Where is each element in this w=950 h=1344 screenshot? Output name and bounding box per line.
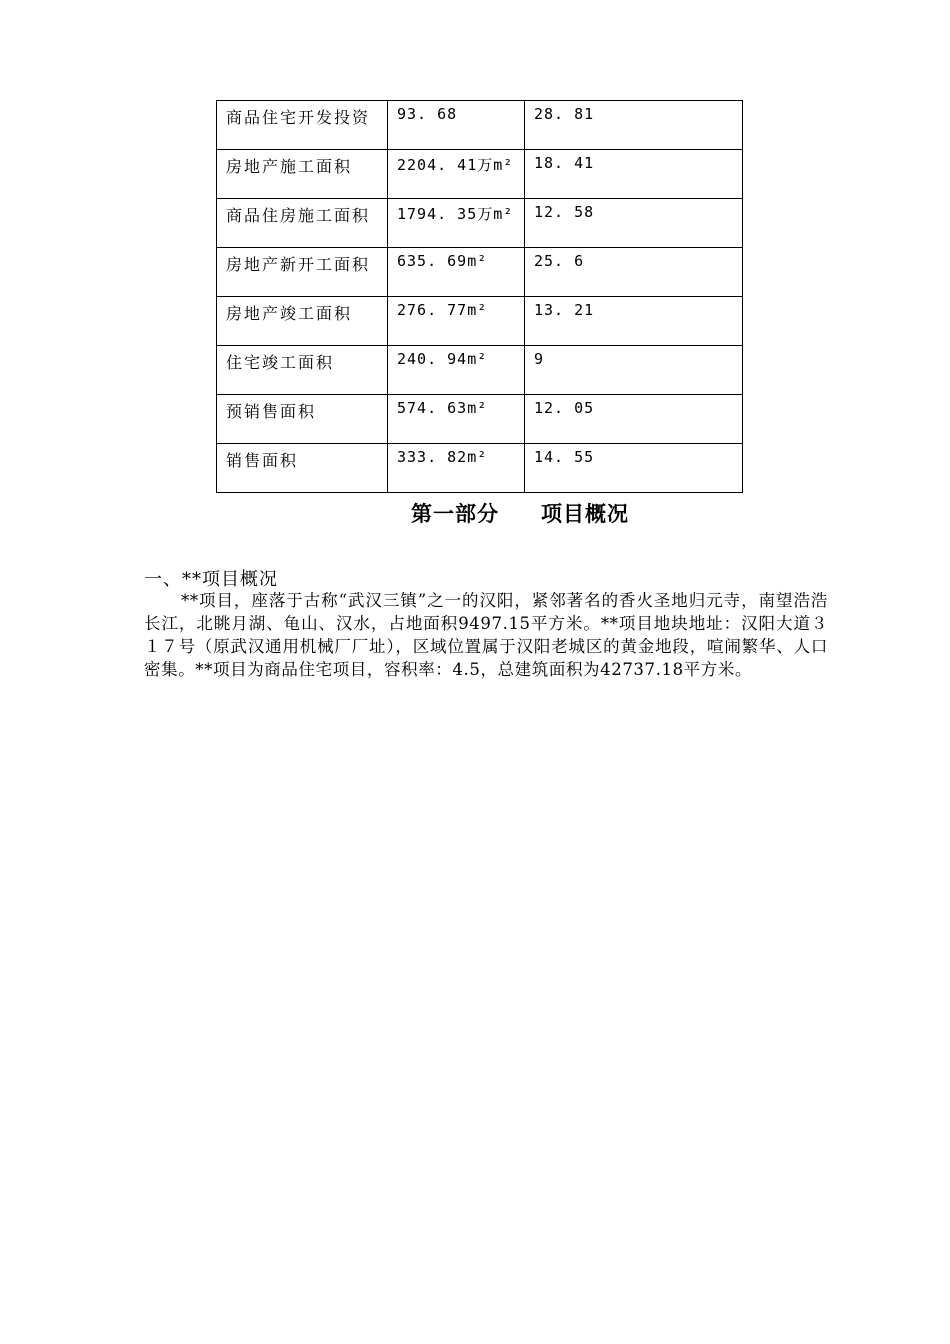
row-name: 预销售面积 <box>217 395 388 444</box>
table-row <box>217 346 743 395</box>
row-value: 333. 82m² <box>388 444 525 493</box>
row-growth: 12. 58 <box>525 199 743 248</box>
table-row <box>217 248 743 297</box>
table-row <box>217 199 743 248</box>
row-value: 240. 94m² <box>388 346 525 395</box>
row-name: 住宅竣工面积 <box>217 346 388 395</box>
row-growth: 9 <box>525 346 743 395</box>
row-name: 商品住宅开发投资 <box>217 101 388 150</box>
project-description <box>144 589 828 681</box>
row-growth: 28. 81 <box>525 101 743 150</box>
row-value: 2204. 41万m² <box>388 150 525 199</box>
row-growth: 13. 21 <box>525 297 743 346</box>
row-value: 574. 63m² <box>388 395 525 444</box>
row-name: 房地产新开工面积 <box>217 248 388 297</box>
table-row <box>217 444 743 493</box>
row-growth: 18. 41 <box>525 150 743 199</box>
row-name: 房地产施工面积 <box>217 150 388 199</box>
row-value: 1794. 35万m² <box>388 199 525 248</box>
section-title-label: 项目概况 <box>541 502 629 526</box>
row-value: 93. 68 <box>388 101 525 150</box>
table-row <box>217 395 743 444</box>
table-row <box>217 150 743 199</box>
row-value: 276. 77m² <box>388 297 525 346</box>
row-growth: 12. 05 <box>525 395 743 444</box>
project-paragraph: **项目，座落于古称“武汉三镇”之一的汉阳，紧邻著名的香火圣地归元寺，南望浩浩长江，北眺月湖、龟山、汉水，占地面积9497.15平方米。**项目地块地址：汉阳大道３１７号（原武汉通用机械厂厂址），区域位置属于汉阳老城区的黄金地段，喧闹繁华、人口密集。**项目为商品住宅项目，容积率：4.5，总建筑面积为42737.18平方米。 <box>144 591 829 679</box>
row-growth: 14. 55 <box>525 444 743 493</box>
row-name: 商品住房施工面积 <box>217 199 388 248</box>
subsection-heading: 一、**项目概况 <box>144 569 278 590</box>
section-title <box>0 498 950 528</box>
row-growth: 25. 6 <box>525 248 743 297</box>
section-part-label: 第一部分 <box>411 502 499 526</box>
real-estate-stats-table <box>216 100 743 493</box>
row-name: 房地产竣工面积 <box>217 297 388 346</box>
table-row <box>217 101 743 150</box>
table-row <box>217 297 743 346</box>
row-name: 销售面积 <box>217 444 388 493</box>
row-value: 635. 69m² <box>388 248 525 297</box>
